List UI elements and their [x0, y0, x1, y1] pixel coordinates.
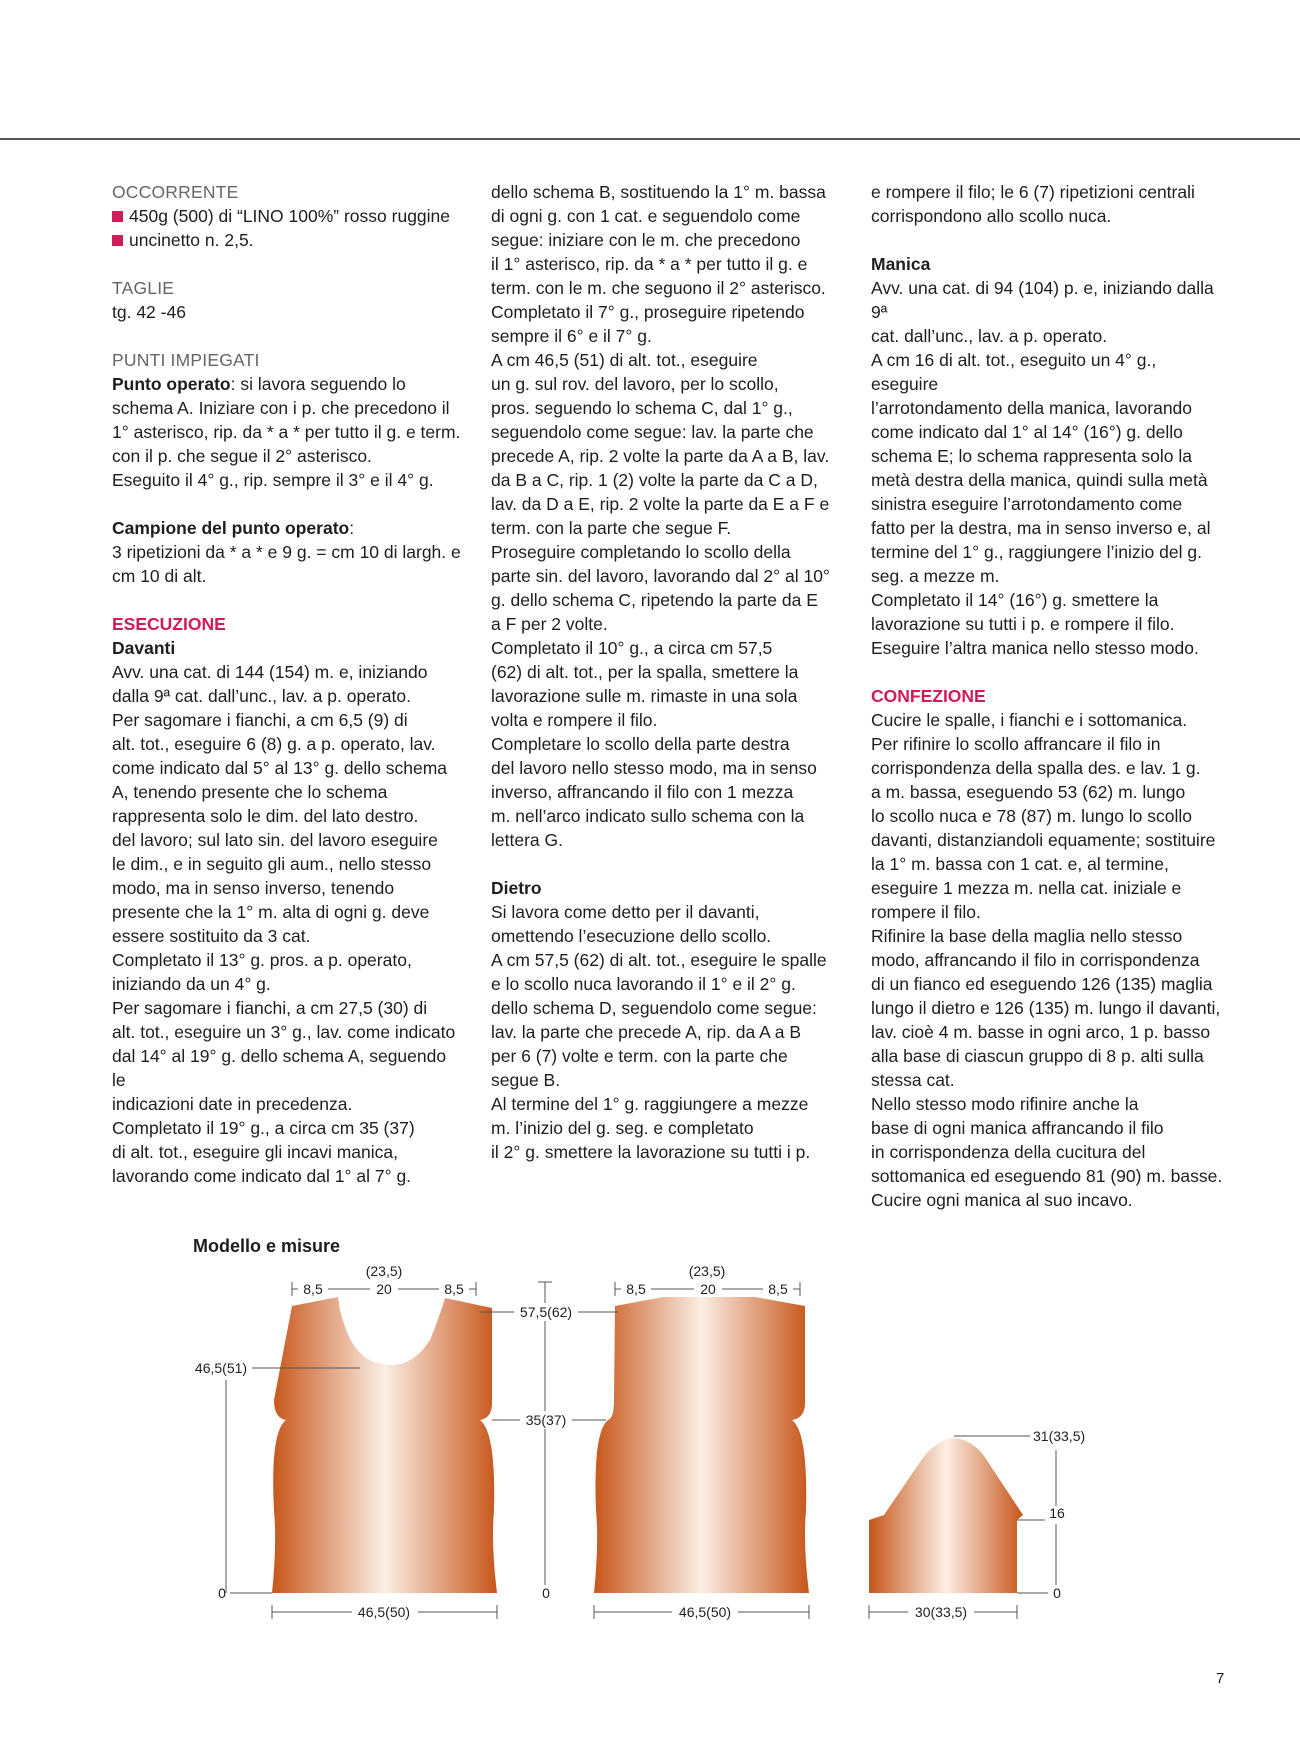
text-line: iniziando da un 4° g. [112, 974, 271, 994]
text-line: Al termine del 1° g. raggiungere a mezze [491, 1094, 809, 1114]
text-line: Eseguito il 4° g., rip. sempre il 3° e il 4° g. [112, 470, 434, 490]
text-line: A cm 16 di alt. tot., eseguito un 4° g., eseguire [871, 350, 1157, 394]
text-line: Proseguire completando lo scollo della [491, 542, 791, 562]
text-line: a m. bassa, eseguendo 53 (62) m. lungo [871, 782, 1186, 802]
text-line: fatto per la destra, ma in senso inverso e, al [871, 518, 1211, 538]
text-line: e rompere il filo; le 6 (7) ripetizioni centrali [871, 182, 1195, 202]
text-line: sempre il 6° e il 7° g. [491, 326, 652, 346]
text-line: m. nell’arco indicato sullo schema con la [491, 806, 805, 826]
text-line: dal 14° al 19° g. dello schema A, seguendo le [112, 1046, 447, 1090]
text-line: Avv. una cat. di 94 (104) p. e, iniziando dalla 9ª [871, 278, 1214, 322]
esecuzione-heading: ESECUZIONE [112, 614, 226, 634]
text-line: termine del 1° g., raggiungere l’inizio del g. [871, 542, 1202, 562]
text-line: indicazioni date in precedenza. [112, 1094, 353, 1114]
sleeve-shape [869, 1438, 1023, 1593]
text-line: eseguire 1 mezza m. nella cat. iniziale e [871, 878, 1182, 898]
text-line: essere sostituito da 3 cat. [112, 926, 311, 946]
text-line: del lavoro nello stesso modo, ma in senso [491, 758, 817, 778]
text-line: lo scollo nuca e 78 (87) m. lungo lo scollo [871, 806, 1193, 826]
text-line: come indicato dal 5° al 13° g. dello schema [112, 758, 448, 778]
text-line: e lo scollo nuca lavorando il 1° e il 2° g. [491, 974, 796, 994]
text-line: davanti, distanziandoli equamente; sostituire [871, 830, 1216, 850]
text-line: Completato il 13° g. pros. a p. operato, [112, 950, 412, 970]
text-line: Per sagomare i fianchi, a cm 27,5 (30) di [112, 998, 428, 1018]
shoulder-height-label: 57,5(62) [519, 1304, 573, 1320]
text-line: 3 ripetizioni da * a * e 9 g. = cm 10 di largh. e [112, 542, 461, 562]
text-line: Nello stesso modo rifinire anche la [871, 1094, 1139, 1114]
text-line: lungo il dietro e 126 (135) m. lungo il davanti, [871, 998, 1221, 1018]
text-line: stessa cat. [871, 1070, 955, 1090]
text-line: Eseguire l’altra manica nello stesso modo. [871, 638, 1199, 658]
text-line: il 1° asterisco, rip. da * a * per tutto il g. e [491, 254, 808, 274]
text-line: alla base di ciascun gruppo di 8 p. alti sulla [871, 1046, 1204, 1066]
text-line: lavorazione su tutti i p. e rompere il filo. [871, 614, 1175, 634]
text-line: le dim., e in seguito gli aum., nello stesso [112, 854, 432, 874]
front-top-mid-label: 20 [376, 1281, 392, 1297]
sleeve-bottom-width-label: 30(33,5) [914, 1604, 968, 1620]
text-line: corrispondenza della spalla des. e lav. 1 g. [871, 758, 1201, 778]
text-line: rompere il filo. [871, 902, 981, 922]
text-line: modo, ma in senso inverso, tenendo [112, 878, 395, 898]
back-top-paren-label: (23,5) [688, 1263, 726, 1279]
text-line: base di ogni manica affrancando il filo [871, 1118, 1164, 1138]
text-line: A cm 57,5 (62) di alt. tot., eseguire le spalle [491, 950, 827, 970]
text-line: alt. tot., eseguire 6 (8) g. a p. operato, lav. [112, 734, 436, 754]
text-line: seguendolo come segue: lav. la parte che [491, 422, 814, 442]
sleeve-cap-height-label: 31(33,5) [1033, 1428, 1086, 1444]
text-line: del lavoro; sul lato sin. del lavoro eseguire [112, 830, 438, 850]
text-line: modo, affrancando il filo in corrispondenza [871, 950, 1200, 970]
text-line: di alt. tot., eseguire gli incavi manica, [112, 1142, 398, 1162]
front-piece-shape [272, 1297, 497, 1593]
text-line: cm 10 di alt. [112, 566, 207, 586]
taglie-heading: TAGLIE [112, 278, 175, 298]
text-line: g. dello schema C, ripetendo la parte da E [491, 590, 818, 610]
text-line: da B a C, rip. 1 (2) volte la parte da C a D, [491, 470, 818, 490]
text-line: sottomanica ed eseguendo 81 (90) m. basse. [871, 1166, 1223, 1186]
text-line: Cucire ogni manica al suo incavo. [871, 1190, 1133, 1210]
text-line: di un fianco ed eseguendo 126 (135) maglia [871, 974, 1213, 994]
text-line: segue B. [491, 1070, 561, 1090]
text-line: parte sin. del lavoro, lavorando dal 2° al 10° [491, 566, 830, 586]
text-line: rappresenta solo le dim. del lato destro. [112, 806, 419, 826]
back-top-mid-label: 20 [700, 1281, 716, 1297]
text-line: come indicato dal 1° al 14° (16°) g. dello [871, 422, 1183, 442]
back-piece-shape [594, 1297, 809, 1593]
text-line: presente che la 1° m. alta di ogni g. deve [112, 902, 430, 922]
confezione-heading: CONFEZIONE [871, 686, 986, 706]
text-line: Rifinire la base della maglia nello stesso [871, 926, 1183, 946]
text-line: Per sagomare i fianchi, a cm 6,5 (9) di [112, 710, 408, 730]
text-line: Completato il 10° g., a circa cm 57,5 [491, 638, 773, 658]
text-line: volta e rompere il filo. [491, 710, 658, 730]
text-line: in corrispondenza della cucitura del [871, 1142, 1146, 1162]
back-top-left-label: 8,5 [626, 1281, 646, 1297]
text-line: di ogni g. con 1 cat. e seguendolo come [491, 206, 801, 226]
dietro-heading: Dietro [491, 878, 542, 898]
front-bottom-width-label: 46,5(50) [357, 1604, 411, 1620]
armhole-height-label: 35(37) [525, 1412, 567, 1428]
text-line: Completare lo scollo della parte destra [491, 734, 790, 754]
text-line: dello schema B, sostituendo la 1° m. bassa [491, 182, 826, 202]
page-number: 7 [1216, 1670, 1225, 1687]
taglie-value: tg. 42 -46 [112, 302, 186, 322]
text-line: lav. la parte che precede A, rip. da A a B [491, 1022, 802, 1042]
front-top-left-label: 8,5 [303, 1281, 323, 1297]
text-line: dello schema D, seguendolo come segue: [491, 998, 817, 1018]
text-line: omettendo l’esecuzione dello scollo. [491, 926, 772, 946]
text-line: cat. dall’unc., lav. a p. operato. [871, 326, 1108, 346]
front-zero-label: 0 [218, 1585, 226, 1601]
middle-zero-label: 0 [542, 1585, 550, 1601]
text-line: term. con le m. che seguono il 2° asterisco. [491, 278, 826, 298]
text-line: lavorando come indicato dal 1° al 7° g. [112, 1166, 412, 1186]
text-line: lav. da D a E, rip. 2 volte la parte da E a F e [491, 494, 830, 514]
front-top-right-label: 8,5 [444, 1281, 464, 1297]
text-line: lavorazione sulle m. rimaste in una sola [491, 686, 798, 706]
text-line: Completato il 7° g., proseguire ripetendo [491, 302, 805, 322]
campione-label: Campione del punto operato [112, 518, 350, 538]
text-line: l’arrotondamento della manica, lavorando [871, 398, 1193, 418]
text-line: Per rifinire lo scollo affrancare il filo in [871, 734, 1161, 754]
text-line: precede A, rip. 2 volte la parte da A a B, lav. [491, 446, 830, 466]
front-neck-height-label: 46,5(51) [194, 1360, 248, 1376]
text-line: m. l’inizio del g. seg. e completato [491, 1118, 754, 1138]
text-line: corrispondono allo scollo nuca. [871, 206, 1112, 226]
text-line: schema E; lo schema rappresenta solo la [871, 446, 1192, 466]
punto-operato-label: Punto operato [112, 374, 231, 394]
text-line: Completato il 19° g., a circa cm 35 (37) [112, 1118, 415, 1138]
text-line: con il p. che segue il 2° asterisco. [112, 446, 372, 466]
text-line: schema A. Iniziare con i p. che precedono il [112, 398, 450, 418]
text-line: sinistra eseguire l’arrotondamento come [871, 494, 1183, 514]
text-line: un g. sul rov. del lavoro, per lo scollo, [491, 374, 779, 394]
text-line: dalla 9ª cat. dall’unc., lav. a p. operato. [112, 686, 411, 706]
back-bottom-width-label: 46,5(50) [678, 1604, 732, 1620]
text-line: A, tenendo presente che lo schema [112, 782, 388, 802]
text-line: (62) di alt. tot., per la spalla, smettere la [491, 662, 799, 682]
davanti-heading: Davanti [112, 638, 176, 658]
text-line: alt. tot., eseguire un 3° g., lav. come indicato [112, 1022, 456, 1042]
text-line: seg. a mezze m. [871, 566, 1000, 586]
text-line: lettera G. [491, 830, 563, 850]
sleeve-zero-label: 0 [1053, 1585, 1061, 1601]
manica-heading: Manica [871, 254, 931, 274]
text-line: Avv. una cat. di 144 (154) m. e, iniziando [112, 662, 428, 682]
text-line: Cucire le spalle, i fianchi e i sottomanica. [871, 710, 1188, 730]
text-line: A cm 46,5 (51) di alt. tot., eseguire [491, 350, 758, 370]
figure-title: Modello e misure [193, 1236, 341, 1256]
text-line: Completato il 14° (16°) g. smettere la [871, 590, 1159, 610]
punto-operato-line: Punto operato: si lavora seguendo lo [112, 374, 406, 394]
text-line: segue: iniziare con le m. che precedono [491, 230, 801, 250]
text-line: term. con la parte che segue F. [491, 518, 732, 538]
text-line: 1° asterisco, rip. da * a * per tutto il g. e term. [112, 422, 461, 442]
campione-line: Campione del punto operato: [112, 518, 355, 538]
text-line: a F per 2 volte. [491, 614, 608, 634]
text-line: la 1° m. bassa con 1 cat. e, al termine, [871, 854, 1169, 874]
front-top-paren-label: (23,5) [365, 1263, 403, 1279]
text-line: il 2° g. smettere la lavorazione su tutti i p. [491, 1142, 811, 1162]
text-line: Si lavora come detto per il davanti, [491, 902, 760, 922]
text-line: metà destra della manica, quindi sulla metà [871, 470, 1208, 490]
back-top-right-label: 8,5 [768, 1281, 788, 1297]
occorrente-item: 450g (500) di “LINO 100%” rosso ruggine [112, 204, 464, 228]
punti-heading: PUNTI IMPIEGATI [112, 350, 260, 370]
text-line: lav. cioè 4 m. basse in ogni arco, 1 p. basso [871, 1022, 1211, 1042]
text-line: inverso, affrancando il filo con 1 mezza [491, 782, 794, 802]
sleeve-side-height-label: 16 [1049, 1505, 1065, 1521]
text-line: per 6 (7) volte e term. con la parte che [491, 1046, 788, 1066]
occorrente-heading: OCCORRENTE [112, 182, 239, 202]
text-line: pros. seguendo lo schema C, dal 1° g., [491, 398, 793, 418]
occorrente-item: uncinetto n. 2,5. [112, 228, 464, 252]
